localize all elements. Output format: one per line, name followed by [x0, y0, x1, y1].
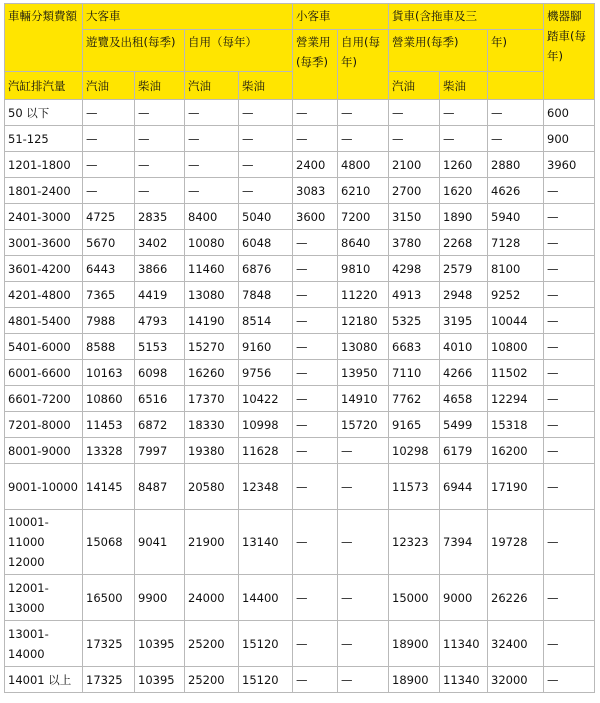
fee-cell: —	[293, 438, 338, 464]
fee-cell: 1620	[440, 178, 488, 204]
fee-cell: —	[185, 100, 239, 126]
fee-cell: 4266	[440, 360, 488, 386]
fee-cell: —	[293, 230, 338, 256]
fee-cell: —	[544, 386, 595, 412]
fuel-header: 汽油	[389, 72, 440, 100]
fee-cell: 3083	[293, 178, 338, 204]
fee-cell: 15120	[239, 667, 293, 693]
displacement-cell: 1801-2400	[5, 178, 83, 204]
table-body	[5, 100, 595, 693]
fee-cell: 9000	[440, 575, 488, 621]
fee-cell: —	[239, 178, 293, 204]
fee-cell: 2579	[440, 256, 488, 282]
fee-cell: 2700	[389, 178, 440, 204]
fee-cell: —	[293, 412, 338, 438]
fee-cell: 900	[544, 126, 595, 152]
fee-cell: 9165	[389, 412, 440, 438]
fee-cell: 25200	[185, 667, 239, 693]
fee-cell: 18330	[185, 412, 239, 438]
displacement-cell: 14001 以上	[5, 667, 83, 693]
fee-cell: 13140	[239, 510, 293, 575]
fee-cell: —	[338, 100, 389, 126]
corner-label-displacement: 汽缸排汽量	[5, 72, 83, 100]
fee-cell: —	[338, 621, 389, 667]
fee-cell: —	[293, 334, 338, 360]
fee-cell: 17325	[83, 667, 135, 693]
table-row	[5, 282, 595, 308]
fee-cell: 3960	[544, 152, 595, 178]
fee-cell: —	[293, 256, 338, 282]
fee-cell: 3402	[135, 230, 185, 256]
fee-cell: —	[83, 152, 135, 178]
fee-cell: 10860	[83, 386, 135, 412]
fee-cell: 21900	[185, 510, 239, 575]
table-row	[5, 575, 595, 621]
fee-cell: 14145	[83, 464, 135, 510]
fee-cell: 18900	[389, 667, 440, 693]
fee-cell: 15068	[83, 510, 135, 575]
sub-header-car-private: 自用(每年)	[338, 30, 389, 100]
fee-cell: —	[544, 282, 595, 308]
fee-cell: 32000	[488, 667, 544, 693]
fee-cell: 7128	[488, 230, 544, 256]
fee-cell: 11220	[338, 282, 389, 308]
table-row	[5, 438, 595, 464]
fee-cell: —	[338, 464, 389, 510]
fee-cell: 4725	[83, 204, 135, 230]
fee-cell: 4658	[440, 386, 488, 412]
table-row	[5, 667, 595, 693]
table-row	[5, 126, 595, 152]
fee-cell: 3780	[389, 230, 440, 256]
fee-cell: 6876	[239, 256, 293, 282]
fee-cell: 4298	[389, 256, 440, 282]
fee-cell: 11573	[389, 464, 440, 510]
fee-cell: —	[544, 334, 595, 360]
displacement-cell: 9001-10000	[5, 464, 83, 510]
fee-cell: —	[338, 510, 389, 575]
header-blank-cell	[488, 72, 544, 100]
fuel-header: 柴油	[440, 72, 488, 100]
displacement-cell: 10001-11000 12000	[5, 510, 83, 575]
table-row	[5, 360, 595, 386]
group-header-motorcycle: 機器腳踏車(每年)	[544, 4, 595, 100]
displacement-cell: 5401-6000	[5, 334, 83, 360]
fee-cell: —	[544, 204, 595, 230]
fee-cell: 7110	[389, 360, 440, 386]
fee-cell: 2880	[488, 152, 544, 178]
fee-cell: 10080	[185, 230, 239, 256]
fee-cell: 6210	[338, 178, 389, 204]
displacement-cell: 4201-4800	[5, 282, 83, 308]
table-row	[5, 178, 595, 204]
fee-cell: 6683	[389, 334, 440, 360]
displacement-cell: 4801-5400	[5, 308, 83, 334]
fee-cell: 10800	[488, 334, 544, 360]
fee-cell: 8487	[135, 464, 185, 510]
displacement-cell: 6601-7200	[5, 386, 83, 412]
fee-cell: —	[389, 126, 440, 152]
sub-header-car-commercial: 營業用(每季)	[293, 30, 338, 100]
fee-cell: 4913	[389, 282, 440, 308]
group-header-bus: 大客車	[83, 4, 293, 30]
fuel-header: 柴油	[239, 72, 293, 100]
fee-cell: 7394	[440, 510, 488, 575]
fee-table	[4, 3, 595, 693]
fee-cell: 13950	[338, 360, 389, 386]
fee-cell: —	[544, 178, 595, 204]
fee-cell: —	[135, 152, 185, 178]
fee-cell: 10163	[83, 360, 135, 386]
fee-cell: 15720	[338, 412, 389, 438]
fee-cell: 8588	[83, 334, 135, 360]
fee-cell: 20580	[185, 464, 239, 510]
fee-cell: 1890	[440, 204, 488, 230]
displacement-cell: 13001-14000	[5, 621, 83, 667]
fee-cell: 16200	[488, 438, 544, 464]
fee-cell: 7848	[239, 282, 293, 308]
fee-cell: 5670	[83, 230, 135, 256]
fee-cell: 4626	[488, 178, 544, 204]
sub-header-bus-private: 自用（每年）	[185, 30, 293, 72]
fee-cell: 6048	[239, 230, 293, 256]
fee-cell: 4010	[440, 334, 488, 360]
table-row	[5, 204, 595, 230]
fee-cell: 5040	[239, 204, 293, 230]
displacement-cell: 2401-3000	[5, 204, 83, 230]
fee-cell: 9756	[239, 360, 293, 386]
fee-cell: —	[544, 230, 595, 256]
fee-cell: 2268	[440, 230, 488, 256]
fee-cell: —	[544, 464, 595, 510]
displacement-cell: 1201-1800	[5, 152, 83, 178]
fee-cell: 8514	[239, 308, 293, 334]
fee-cell: 16500	[83, 575, 135, 621]
fuel-header: 汽油	[185, 72, 239, 100]
fee-cell: 6872	[135, 412, 185, 438]
fee-cell: 2835	[135, 204, 185, 230]
fee-cell: 7200	[338, 204, 389, 230]
group-header-car: 小客車	[293, 4, 389, 30]
fee-cell: 12294	[488, 386, 544, 412]
fee-cell: 3150	[389, 204, 440, 230]
fee-cell: 5325	[389, 308, 440, 334]
fee-cell: 10422	[239, 386, 293, 412]
table-row	[5, 256, 595, 282]
table-row	[5, 334, 595, 360]
fee-cell: —	[185, 152, 239, 178]
fee-cell: 32400	[488, 621, 544, 667]
fee-cell: 7988	[83, 308, 135, 334]
displacement-cell: 3001-3600	[5, 230, 83, 256]
fee-cell: 12348	[239, 464, 293, 510]
table-row	[5, 308, 595, 334]
sub-header-bus-tour: 遊覽及出租(每季)	[83, 30, 185, 72]
fee-cell: 10298	[389, 438, 440, 464]
fee-cell: 9810	[338, 256, 389, 282]
fee-cell: 10395	[135, 621, 185, 667]
fee-cell: —	[440, 100, 488, 126]
fee-cell: 14190	[185, 308, 239, 334]
fuel-header: 柴油	[135, 72, 185, 100]
table-row	[5, 464, 595, 510]
displacement-cell: 50 以下	[5, 100, 83, 126]
fee-cell: 5940	[488, 204, 544, 230]
fee-cell: 11453	[83, 412, 135, 438]
fee-cell: 14910	[338, 386, 389, 412]
fee-cell: —	[544, 256, 595, 282]
fee-cell: 7997	[135, 438, 185, 464]
fee-cell: 13328	[83, 438, 135, 464]
fee-cell: 15000	[389, 575, 440, 621]
displacement-cell: 51-125	[5, 126, 83, 152]
fee-cell: —	[389, 100, 440, 126]
fee-cell: 7365	[83, 282, 135, 308]
fee-cell: 11340	[440, 621, 488, 667]
fee-cell: 1260	[440, 152, 488, 178]
fee-cell: —	[293, 510, 338, 575]
fee-cell: —	[488, 126, 544, 152]
fee-cell: 19380	[185, 438, 239, 464]
fee-cell: —	[488, 100, 544, 126]
fee-cell: —	[135, 178, 185, 204]
displacement-cell: 6001-6600	[5, 360, 83, 386]
fee-cell: 26226	[488, 575, 544, 621]
table-row	[5, 230, 595, 256]
fee-cell: 15318	[488, 412, 544, 438]
fee-cell: —	[135, 100, 185, 126]
fee-cell: 13080	[185, 282, 239, 308]
fee-cell: 4419	[135, 282, 185, 308]
fee-cell: —	[338, 667, 389, 693]
fee-cell: —	[338, 126, 389, 152]
fee-cell: 13080	[338, 334, 389, 360]
fee-cell: —	[293, 386, 338, 412]
fee-cell: —	[239, 100, 293, 126]
fee-cell: —	[544, 438, 595, 464]
table-row	[5, 386, 595, 412]
table-row	[5, 621, 595, 667]
fee-cell: 11628	[239, 438, 293, 464]
fee-cell: 3195	[440, 308, 488, 334]
sub-header-truck-private: 年)	[488, 30, 544, 72]
fee-cell: 2100	[389, 152, 440, 178]
fee-cell: 9160	[239, 334, 293, 360]
fee-cell: 3600	[293, 204, 338, 230]
fee-cell: —	[293, 308, 338, 334]
fee-cell: —	[293, 667, 338, 693]
fee-cell: —	[544, 360, 595, 386]
fee-cell: 17370	[185, 386, 239, 412]
table-row	[5, 152, 595, 178]
fee-cell: 10395	[135, 667, 185, 693]
fee-cell: 10998	[239, 412, 293, 438]
table-row	[5, 412, 595, 438]
displacement-cell: 7201-8000	[5, 412, 83, 438]
fee-cell: —	[440, 126, 488, 152]
fee-cell: 3866	[135, 256, 185, 282]
fee-cell: 4800	[338, 152, 389, 178]
fee-cell: 11502	[488, 360, 544, 386]
fee-cell: —	[293, 126, 338, 152]
fee-cell: 19728	[488, 510, 544, 575]
fee-cell: 15270	[185, 334, 239, 360]
fee-cell: 600	[544, 100, 595, 126]
fee-cell: 12180	[338, 308, 389, 334]
fee-cell: 2948	[440, 282, 488, 308]
fee-cell: 17325	[83, 621, 135, 667]
fee-cell: —	[544, 510, 595, 575]
fee-cell: 25200	[185, 621, 239, 667]
table-row	[5, 510, 595, 575]
fee-cell: —	[239, 152, 293, 178]
displacement-cell: 3601-4200	[5, 256, 83, 282]
fee-cell: 6516	[135, 386, 185, 412]
displacement-cell: 8001-9000	[5, 438, 83, 464]
fee-cell: —	[293, 282, 338, 308]
fee-cell: 6944	[440, 464, 488, 510]
fee-cell: 9041	[135, 510, 185, 575]
table-header	[5, 4, 595, 100]
fee-cell: 9900	[135, 575, 185, 621]
fee-cell: —	[338, 575, 389, 621]
fee-cell: 15120	[239, 621, 293, 667]
displacement-cell: 12001-13000	[5, 575, 83, 621]
fee-cell: —	[83, 178, 135, 204]
fee-cell: 24000	[185, 575, 239, 621]
fee-cell: —	[239, 126, 293, 152]
fee-cell: 16260	[185, 360, 239, 386]
fee-cell: —	[544, 667, 595, 693]
fee-cell: 6443	[83, 256, 135, 282]
fee-cell: —	[544, 412, 595, 438]
fee-cell: 11340	[440, 667, 488, 693]
fee-cell: 6179	[440, 438, 488, 464]
fee-cell: 9252	[488, 282, 544, 308]
fee-cell: —	[135, 126, 185, 152]
corner-label-category: 車輛分類費額	[5, 4, 83, 72]
fee-cell: 6098	[135, 360, 185, 386]
fee-cell: —	[293, 100, 338, 126]
fuel-header: 汽油	[83, 72, 135, 100]
fee-cell: 10044	[488, 308, 544, 334]
fee-cell: —	[83, 100, 135, 126]
fee-cell: 8100	[488, 256, 544, 282]
fee-cell: 12323	[389, 510, 440, 575]
fee-cell: —	[293, 621, 338, 667]
fee-cell: —	[293, 360, 338, 386]
fee-cell: 4793	[135, 308, 185, 334]
fee-cell: —	[185, 178, 239, 204]
group-header-truck: 貨車(含拖車及三	[389, 4, 544, 30]
fee-cell: —	[293, 575, 338, 621]
fee-cell: 7762	[389, 386, 440, 412]
fee-cell: 11460	[185, 256, 239, 282]
fee-cell: 14400	[239, 575, 293, 621]
fee-cell: —	[293, 464, 338, 510]
fee-cell: 5499	[440, 412, 488, 438]
fee-cell: —	[544, 621, 595, 667]
sub-header-truck-commercial: 營業用(每季)	[389, 30, 488, 72]
fee-cell: 18900	[389, 621, 440, 667]
fee-cell: 17190	[488, 464, 544, 510]
table-row	[5, 100, 595, 126]
fee-cell: 5153	[135, 334, 185, 360]
fee-cell: —	[544, 575, 595, 621]
fee-cell: 8640	[338, 230, 389, 256]
fee-cell: —	[338, 438, 389, 464]
fee-cell: 8400	[185, 204, 239, 230]
fee-cell: —	[544, 308, 595, 334]
fee-cell: —	[83, 126, 135, 152]
fee-cell: 2400	[293, 152, 338, 178]
fee-cell: —	[185, 126, 239, 152]
